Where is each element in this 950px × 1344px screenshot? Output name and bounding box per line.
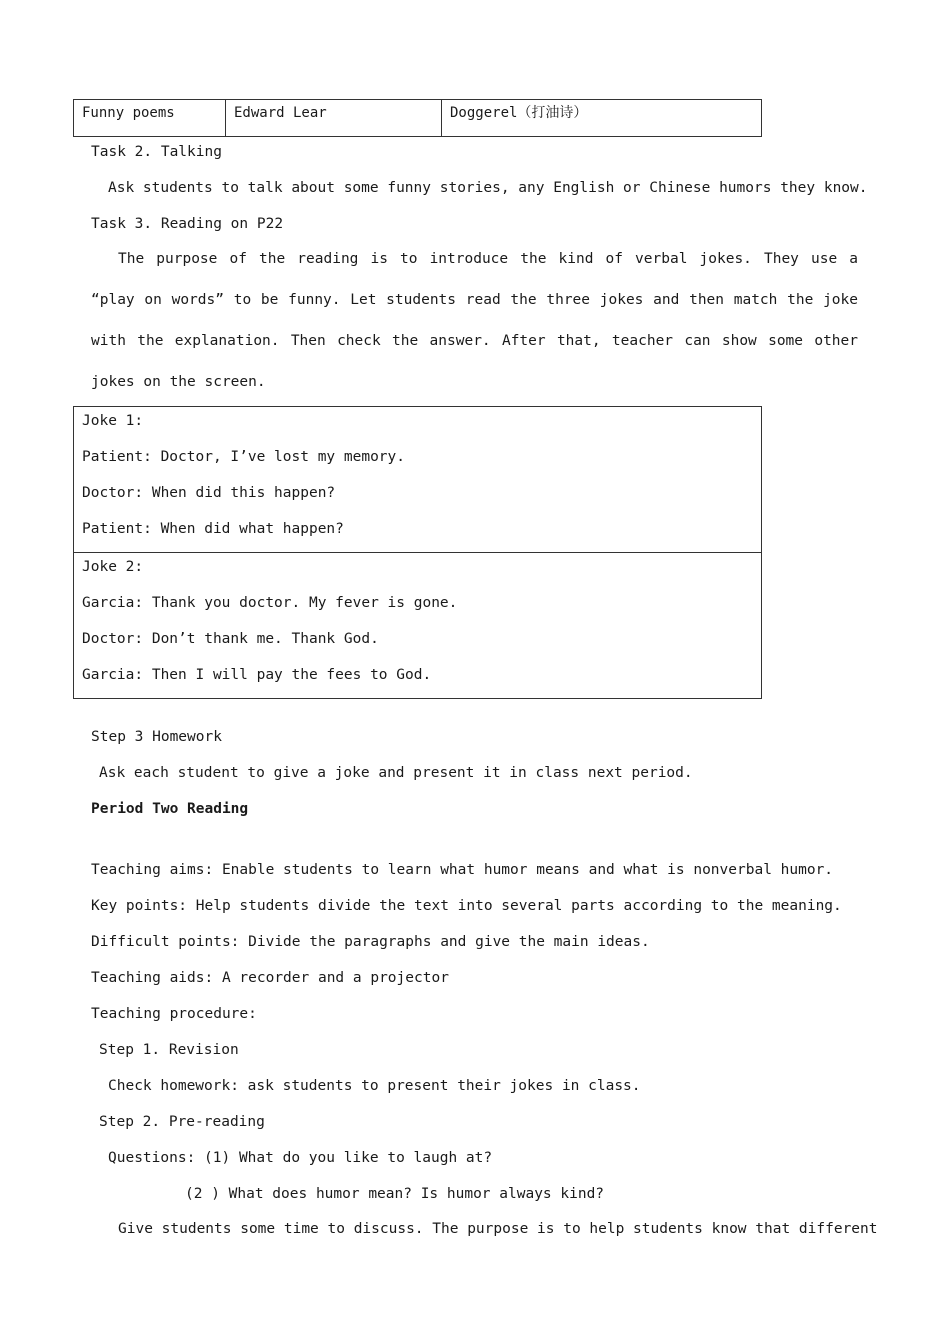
step2-title: Step 2. Pre-reading (99, 1114, 265, 1130)
question-1: Questions: (1) What do you like to laugh at? (108, 1150, 493, 1166)
difficult-points: Difficult points: Divide the paragraphs and give the main ideas. (91, 934, 650, 950)
joke1-line: Patient: When did what happen? (82, 521, 344, 537)
joke1-box (73, 406, 762, 553)
summary-table (73, 99, 762, 137)
joke1-line: Doctor: When did this happen? (82, 485, 336, 501)
question-2: (2 ) What does humor mean? Is humor always kind? (185, 1186, 605, 1202)
joke2-box (73, 552, 762, 699)
joke1-line: Patient: Doctor, I’ve lost my memory. (82, 449, 406, 465)
task3-body: The purpose of the reading is to introduce the kind of verbal jokes. They use a “play on words” to be funny. Let students read the three jokes and then match the joke with the explanation. Then check the answer. After that, teacher can show some other jokes on the screen. (91, 251, 858, 390)
key-points: Key points: Help students divide the text into several parts according to the meaning. (91, 898, 842, 914)
joke2-title: Joke 2: (82, 559, 144, 575)
task2-body: Ask students to talk about some funny stories, any English or Chinese humors they know. (108, 180, 868, 196)
step3-body: Ask each student to give a joke and present it in class next period. (99, 765, 693, 781)
step1-title: Step 1. Revision (99, 1042, 239, 1058)
period-two-heading: Period Two Reading (91, 801, 249, 817)
joke1-title: Joke 1: (82, 413, 144, 429)
table-row (74, 100, 762, 137)
table-cell-author: Edward Lear (226, 100, 442, 137)
joke2-line: Garcia: Thank you doctor. My fever is gone. (82, 595, 458, 611)
teaching-aids: Teaching aids: A recorder and a projector (91, 970, 449, 986)
joke2-line: Garcia: Then I will pay the fees to God. (82, 667, 432, 683)
table-cell-type: Funny poems (74, 100, 226, 137)
teaching-aims: Teaching aims: Enable students to learn what humor means and what is nonverbal humor. (91, 862, 834, 878)
task2-title: Task 2. Talking (91, 144, 222, 160)
table-cell-form: Doggerel（打油诗） (442, 100, 762, 137)
joke2-line: Doctor: Don’t thank me. Thank God. (82, 631, 379, 647)
step1-body: Check homework: ask students to present their jokes in class. (108, 1078, 641, 1094)
task3-title: Task 3. Reading on P22 (91, 216, 284, 232)
discussion-text: Give students some time to discuss. The purpose is to help students know that different (118, 1221, 878, 1237)
step3-title: Step 3 Homework (91, 729, 222, 745)
teaching-procedure: Teaching procedure: (91, 1006, 257, 1022)
